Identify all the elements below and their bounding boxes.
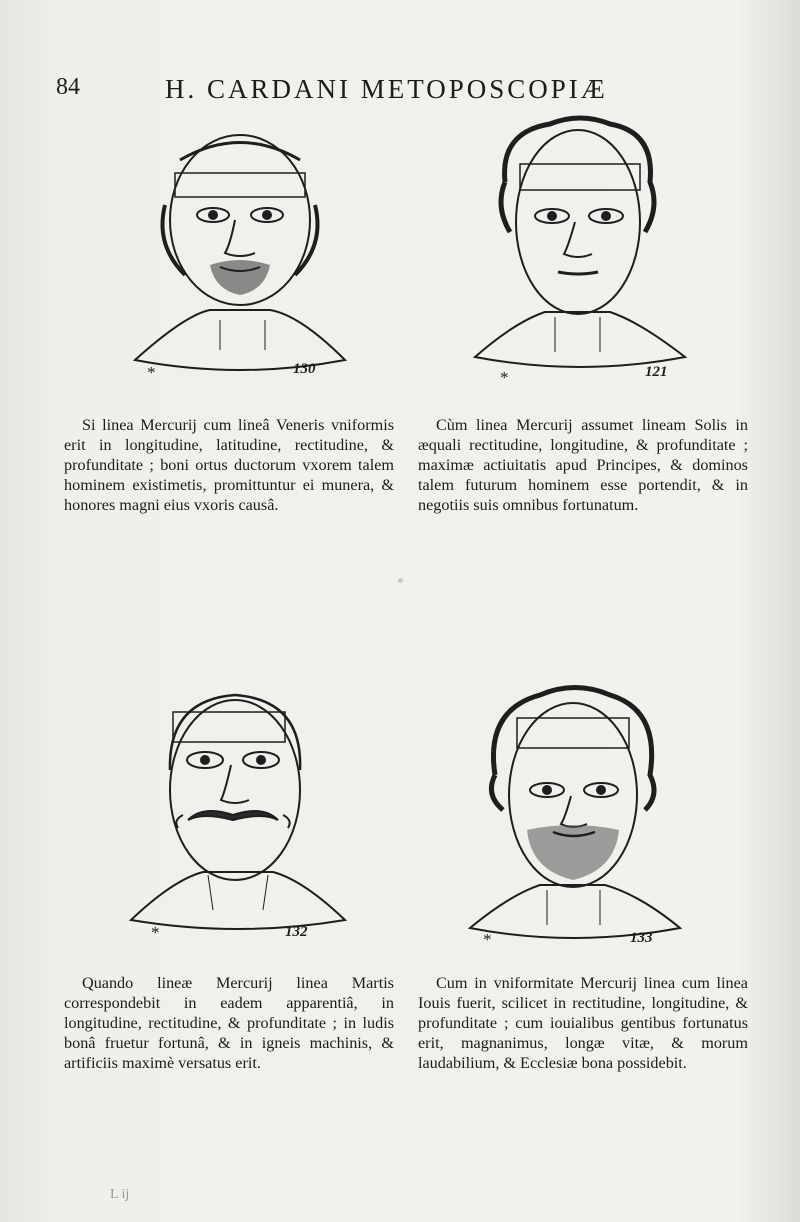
face-illustration	[125, 125, 355, 395]
face-illustration	[455, 680, 685, 950]
ink-spot	[398, 578, 403, 583]
figure-mark-star: *	[483, 930, 492, 949]
figure-mark-star: *	[500, 368, 509, 387]
woodcut-face-121	[460, 112, 690, 387]
figure-number: 121	[645, 364, 668, 380]
figure-number: 133	[630, 930, 653, 946]
figure-number: 130	[293, 361, 316, 377]
face-illustration	[123, 680, 353, 950]
face-illustration	[460, 112, 690, 382]
paragraph-1: Si linea Mercurij cum lineâ Veneris vniformis erit in longitudine, latitudine, rectitudine, & profunditate ; boni ortus ductorum vxorem talem hominem existimetis, promittuntur ei munera, & honores magni eius vxoris causâ.	[64, 416, 394, 514]
figure-mark-star: *	[147, 363, 156, 382]
page-header	[50, 68, 750, 108]
figure-number: 132	[285, 924, 308, 940]
paragraph-2: Cùm linea Mercurij assumet lineam Solis in æquali rectitudine, longitudine, & profunditate ; maximæ actiuitatis apud Principes, & dominos talem futurum hominem esse portendit, & in negotiis suis omnibus fortunatum.	[418, 416, 748, 514]
woodcut-face-132	[123, 680, 353, 950]
paragraph-3: Quando lineæ Mercurij linea Martis correspondebit in eadem apparentiâ, in longitudine, rectitudine, & profunditate ; in ludis bonâ fruetur fortunâ, & in igneis machinis, & artificiis maximè versatus erit.	[64, 974, 394, 1072]
figure-mark-star: *	[151, 923, 160, 942]
woodcut-face-133	[455, 680, 685, 950]
signature-mark: L ij	[110, 1187, 130, 1202]
page-number: 84	[56, 74, 80, 100]
woodcut-face-130	[125, 125, 355, 395]
paragraph-4: Cum in vniformitate Mercurij linea cum linea Iouis fuerit, scilicet in rectitudine, longitudine, & profunditate ; cum iouialibus gentibus fortunatus erit, magnanimus, longæ vitæ, & morum laudabilium, & Ecclesiæ bona possidebit.	[418, 974, 748, 1072]
running-title: H. CARDANI METOPOSCOPIÆ	[165, 74, 608, 104]
